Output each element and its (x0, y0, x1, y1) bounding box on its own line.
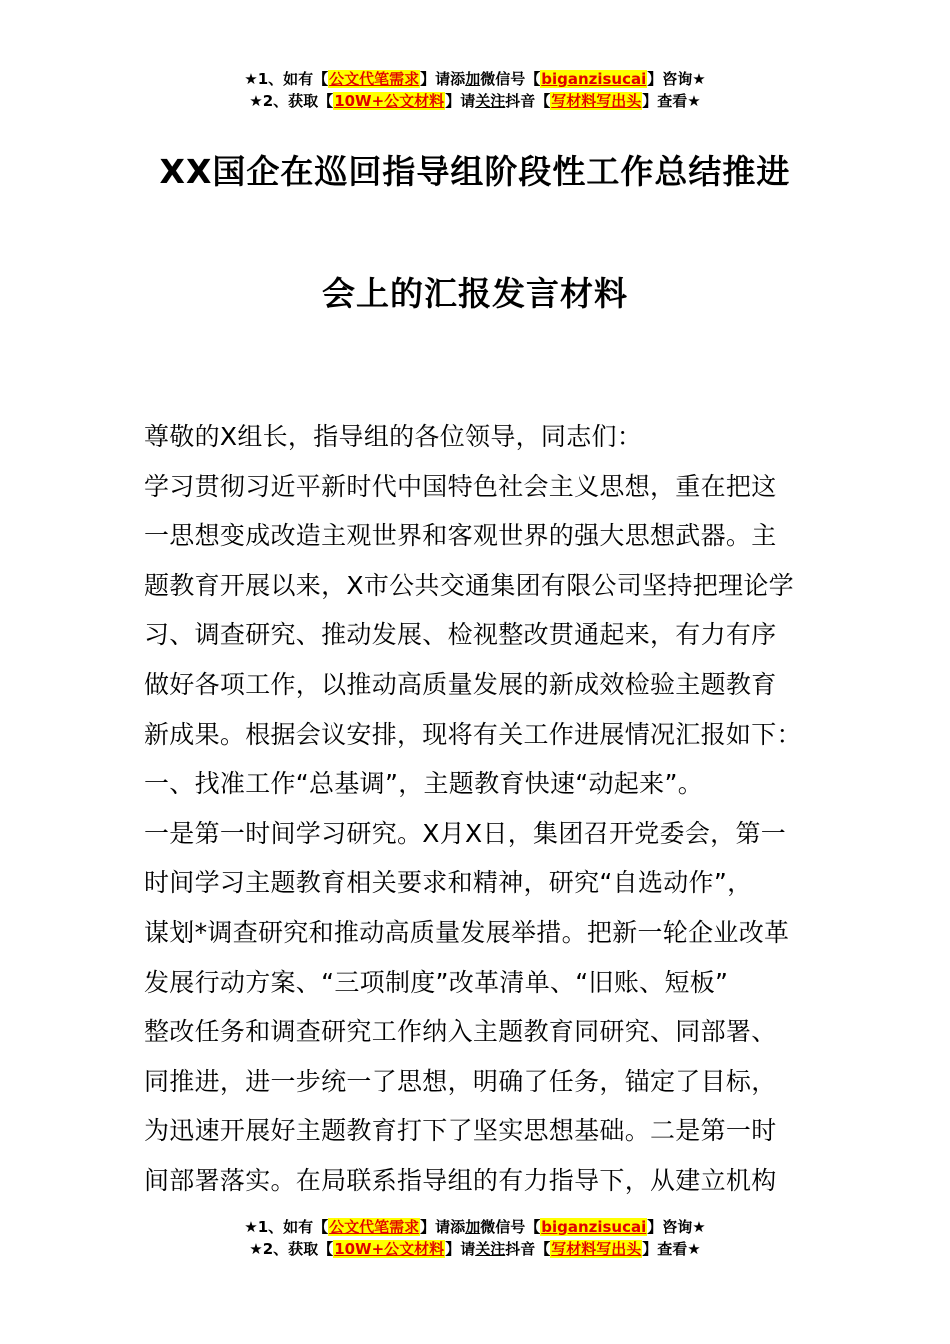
banner-text: ★2、获取【 (249, 1240, 334, 1258)
body-line: 同推进，进一步统一了思想，明确了任务，锚定了目标， (144, 1066, 777, 1096)
body-line: 谋划*调查研究和推动高质量发展举措。把新一轮企业改革 (144, 917, 790, 947)
body-line: 习、调查研究、推动发展、检视整改贯通起来，有力有序 (144, 620, 777, 650)
banner-line-1 (0, 1216, 950, 1238)
section-heading: 一、找准工作“总基调”，主题教育快速“动起来”。 (144, 769, 704, 799)
body-line: 尊敬的X组长，指导组的各位领导，同志们： (144, 422, 643, 451)
body-line: 做好各项工作，以推动高质量发展的新成效检验主题教育 (144, 669, 777, 699)
banner-text: 】查看★ (642, 92, 701, 110)
banner-text: 微信号【 (480, 70, 541, 88)
banner-text: 抖音【 (505, 1240, 551, 1258)
banner-underlined: 关注 (475, 1240, 506, 1258)
body-line: 一是第一时间学习研究。X月X日，集团召开党委会，第一 (144, 818, 787, 848)
banner-text: 微信号【 (480, 1218, 541, 1236)
banner-line-2 (0, 1238, 950, 1260)
banner-text: ★1、如有【 (244, 1218, 329, 1236)
banner-douyin-id: 写材料写出头 (551, 1240, 642, 1258)
document-body (144, 412, 808, 1206)
banner-text: 】请添 (420, 70, 466, 88)
body-line: 为迅速开展好主题教育打下了坚实思想基础。二是第一时 (144, 1116, 777, 1146)
banner-text: 】咨询★ (647, 70, 706, 88)
banner-wechat-id: biganzisucai (541, 1218, 647, 1236)
banner-text: ★2、获取【 (249, 92, 334, 110)
banner-line-2 (0, 90, 950, 112)
body-line: 一思想变成改造主观世界和客观世界的强大思想武器。主 (144, 521, 777, 551)
banner-text: 】查看★ (642, 1240, 701, 1258)
banner-highlight: 10W+公文材料 (334, 92, 445, 110)
body-line: 学习贯彻习近平新时代中国特色社会主义思想，重在把这 (144, 471, 777, 501)
banner-highlight: 公文代笔需求 (329, 1218, 420, 1236)
banner-douyin-id: 写材料写出头 (551, 92, 642, 110)
body-line: 题教育开展以来，X市公共交通集团有限公司坚持把理论学 (144, 570, 794, 600)
banner-wechat-id: biganzisucai (541, 70, 647, 88)
banner-text: 】咨询★ (647, 1218, 706, 1236)
banner-highlight: 10W+公文材料 (334, 1240, 445, 1258)
banner-underlined: 加 (465, 70, 481, 88)
banner-underlined: 关注 (475, 92, 506, 110)
body-line: 时间学习主题教育相关要求和精神，研究“自选动作”， (144, 868, 753, 898)
banner-text: 】请添 (420, 1218, 466, 1236)
body-line: 发展行动方案、“三项制度”改革清单、“旧账、短板” (144, 967, 729, 997)
body-line: 新成果。根据会议安排，现将有关工作进展情况汇报如下： (144, 719, 802, 749)
banner-text: 抖音【 (505, 92, 551, 110)
banner-text: 】请 (445, 92, 476, 110)
banner-highlight: 公文代笔需求 (329, 70, 420, 88)
banner-text: ★1、如有【 (244, 70, 329, 88)
body-line: 间部署落实。在局联系指导组的有力指导下，从建立机构 (144, 1165, 777, 1195)
bottom-banner (0, 1216, 950, 1260)
body-line: 整改任务和调查研究工作纳入主题教育同研究、同部署、 (144, 1017, 777, 1047)
banner-underlined: 加 (465, 1218, 481, 1236)
document-title-line-2: 会上的汇报发言材料 (322, 274, 628, 313)
document-title-line-1: XX国企在巡回指导组阶段性工作总结推进 (159, 152, 791, 191)
banner-text: 】请 (445, 1240, 476, 1258)
top-banner (0, 68, 950, 112)
banner-line-1 (0, 68, 950, 90)
